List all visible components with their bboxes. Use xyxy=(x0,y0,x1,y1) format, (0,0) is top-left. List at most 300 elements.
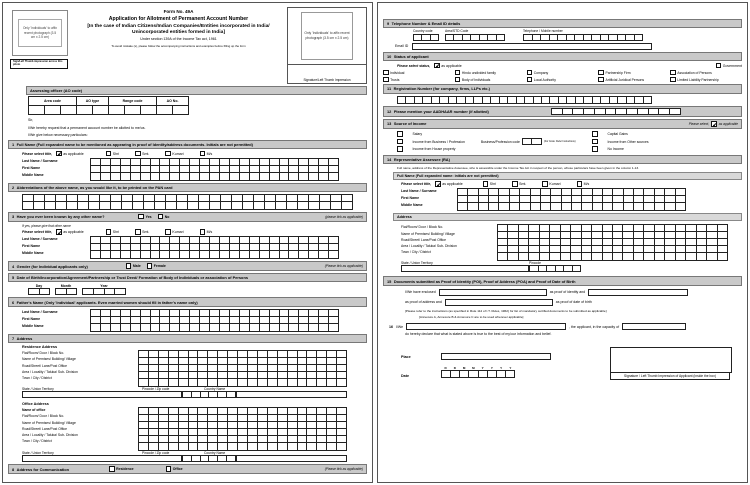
ra-name-row-label: Middle Name xyxy=(401,203,423,208)
ao-input-cell[interactable] xyxy=(61,106,77,115)
status-option-individual[interactable] xyxy=(383,70,455,76)
checkbox-icon[interactable] xyxy=(527,70,533,76)
grid-row-address[interactable] xyxy=(139,422,346,429)
proof-of-identity-input[interactable] xyxy=(439,289,547,296)
section-1-bar xyxy=(8,140,367,149)
email-row xyxy=(383,43,742,50)
checkbox-icon[interactable] xyxy=(106,151,112,157)
state-input[interactable] xyxy=(22,455,182,462)
checkbox-icon[interactable] xyxy=(126,263,132,269)
proof-of-address-row xyxy=(405,299,742,306)
dob-year-group xyxy=(82,284,126,296)
grid-row-address[interactable] xyxy=(498,246,727,253)
section-3-label: Have you ever been known by any other name? xyxy=(16,214,105,220)
option-label: Partnership Firm xyxy=(605,70,631,75)
checkbox-icon[interactable] xyxy=(165,151,171,157)
checkbox-icon[interactable] xyxy=(200,151,206,157)
grid-row-address[interactable] xyxy=(139,379,346,386)
title-option-label: M/s xyxy=(206,229,213,234)
address-row-label: Road/Street/ Lane/Post Office xyxy=(22,363,67,368)
title-option-kumari[interactable] xyxy=(165,229,183,235)
income-prompt: Please select, xyxy=(688,121,710,126)
checkbox-icon[interactable] xyxy=(383,70,389,76)
salutation-line-1: I/We hereby request that a permanent account number be allotted to me/us. xyxy=(28,125,146,130)
section-9-number: 9 xyxy=(387,21,390,27)
declaration-capacity-label: , the applicant, in the capacity of xyxy=(569,324,620,329)
income-option-other-sources[interactable] xyxy=(592,138,742,146)
grid-row-first-name[interactable] xyxy=(91,317,338,324)
checkbox-icon[interactable] xyxy=(165,229,171,235)
section-6-number: 6 xyxy=(12,299,15,305)
grid-row-address[interactable] xyxy=(139,436,346,443)
option-label: No Income xyxy=(607,147,624,152)
grid-row-address[interactable] xyxy=(139,415,346,422)
form-number: Form No. 49A xyxy=(163,9,194,14)
grid-row-first-name[interactable] xyxy=(91,166,338,173)
status-option-trusts[interactable] xyxy=(383,77,455,83)
gender-male[interactable] xyxy=(126,263,141,269)
section-8-label: Address for Communication xyxy=(16,466,69,472)
address-row-label: Town / City / District xyxy=(22,375,52,380)
checkbox-icon[interactable] xyxy=(598,77,604,83)
country-code-group xyxy=(413,29,439,41)
grid-row-abbreviation[interactable] xyxy=(23,195,352,202)
dob-day-input[interactable] xyxy=(28,288,50,295)
address-row-label: Flat/Room/ Door / Block No. xyxy=(22,414,65,419)
section-4-number: 4 xyxy=(12,263,15,269)
ao-col-ao-no: AO No. xyxy=(157,97,189,106)
title-option-label: Kumari xyxy=(549,182,561,187)
ra-address-grid[interactable] xyxy=(483,224,742,261)
email-input[interactable] xyxy=(412,43,652,50)
title-selector-section-14 xyxy=(401,181,742,187)
ra-address-bar xyxy=(393,213,742,221)
title-option-shri[interactable] xyxy=(106,151,119,157)
status-option-association-of-persons[interactable] xyxy=(670,70,742,76)
photo-placeholder-right xyxy=(287,7,367,65)
section-2-label: Abbreviations of the above name, as you would like it, to be printed on the PAN card xyxy=(16,185,173,191)
title-option-ms[interactable] xyxy=(200,151,213,157)
poa-prefix-label: as proof of address and xyxy=(405,300,442,305)
status-option-huf[interactable] xyxy=(455,70,527,76)
title-option-as-applicable[interactable] xyxy=(56,229,84,235)
option-label: Residence xyxy=(116,467,134,472)
section-15-bar xyxy=(383,276,742,285)
office-address-grid[interactable] xyxy=(104,407,367,451)
pincode-input[interactable] xyxy=(182,455,236,462)
state-label: State / Union Territory xyxy=(22,387,54,392)
section-13-number: 13 xyxy=(387,121,392,127)
checkbox-icon[interactable] xyxy=(56,229,62,235)
checkbox-icon[interactable] xyxy=(166,466,172,472)
option-label: Body of Individuals xyxy=(461,77,491,82)
section-5-bar xyxy=(8,273,367,282)
checkbox-icon[interactable] xyxy=(483,181,489,187)
telephone-group xyxy=(523,29,643,41)
option-label: No xyxy=(164,214,170,219)
title-option-smt[interactable] xyxy=(135,229,149,235)
ao-input-cell[interactable] xyxy=(45,106,61,115)
form-page-1 xyxy=(2,2,373,483)
checkbox-icon[interactable] xyxy=(106,229,112,235)
other-name-yes[interactable] xyxy=(138,214,151,220)
poi-prefix-label: I/We have enclosed xyxy=(405,290,436,295)
title-option-label: M/s xyxy=(583,182,590,187)
form-title-block xyxy=(70,7,287,48)
option-label: Government xyxy=(722,63,742,68)
grid-row-middle-name[interactable] xyxy=(91,173,338,180)
proof-of-identity-second-input[interactable] xyxy=(588,289,688,296)
ao-col-ao-type: AO type xyxy=(77,97,109,106)
proof-of-address-input[interactable] xyxy=(445,299,553,306)
status-option-partnership-firm[interactable] xyxy=(598,70,670,76)
grid-row-middle-name[interactable] xyxy=(91,324,338,331)
telephone-input[interactable] xyxy=(523,34,643,41)
section-13-select-hint xyxy=(689,121,738,127)
ao-input-cell[interactable] xyxy=(93,106,109,115)
section-16-declaration-row xyxy=(383,323,742,330)
checkbox-icon[interactable] xyxy=(397,139,403,145)
dob-year-input[interactable] xyxy=(82,288,126,295)
ao-input-cell[interactable] xyxy=(125,106,141,115)
residence-address-heading: Residence Address xyxy=(22,345,58,350)
right-photo-column xyxy=(287,7,367,84)
address-row-label: Road/Street/ Lane/Post Office xyxy=(401,237,446,242)
checkbox-icon[interactable] xyxy=(434,63,440,69)
checkbox-icon[interactable] xyxy=(56,151,62,157)
pincode-input[interactable] xyxy=(529,265,581,272)
place-label: Place xyxy=(401,354,411,359)
state-input[interactable] xyxy=(22,391,182,398)
assessing-officer-table-wrap xyxy=(8,96,367,115)
country-input[interactable] xyxy=(236,391,347,398)
title-option-ms[interactable] xyxy=(577,181,590,187)
status-option-artificial-juridical-persons[interactable] xyxy=(598,77,670,83)
checkbox-icon[interactable] xyxy=(527,77,533,83)
business-code-input[interactable] xyxy=(522,138,542,145)
address-row-label: Town / City / District xyxy=(22,439,52,444)
title-option-label: Kumari xyxy=(172,229,184,234)
checkbox-icon[interactable] xyxy=(200,229,206,235)
title-option-label: Shri xyxy=(112,151,120,156)
section-3-hint: (please tick as applicable) xyxy=(325,214,363,219)
other-name-grid[interactable] xyxy=(90,236,339,259)
address-row-label: Area / Locality / Taluka/ Sub- Division xyxy=(22,432,78,437)
section-6-label: Father's Name (Only 'Individual' applicants. Even married women should fill in father's name only) xyxy=(16,299,198,305)
poa-suffix-label: as proof of date of birth xyxy=(555,300,592,305)
section-15-note-1: [Please refer to the instructions (as specified in Rule 114 of I.T. Rules, 1962) for list of mandatory certified documents to be submitted as applicable] xyxy=(405,308,607,313)
father-name-row-label: First Name xyxy=(22,316,41,321)
section-11-number: 11 xyxy=(387,86,392,92)
section-7-number: 7 xyxy=(12,336,15,341)
title-option-label: Smt. xyxy=(519,182,527,187)
declarant-name-input[interactable] xyxy=(406,323,566,330)
page-title: Application for Allotment of Permanent Account Number xyxy=(108,16,249,22)
option-label: Artificial Juridical Persons xyxy=(605,77,645,82)
checkbox-icon[interactable] xyxy=(383,77,389,83)
checkbox-icon[interactable] xyxy=(542,181,548,187)
date-char: Y xyxy=(490,366,493,371)
place-row xyxy=(383,353,610,360)
date-char: Y xyxy=(509,366,512,371)
income-option-no-income[interactable] xyxy=(592,145,742,153)
title-option-label: as applicable xyxy=(63,151,84,156)
section-1-label: Full Name (Full expanded name to be mentioned as appearing in proof of Identity/address documents. Initials are not permitted) xyxy=(16,142,253,148)
checkbox-icon[interactable] xyxy=(435,181,441,187)
checkbox-icon[interactable] xyxy=(711,121,717,127)
grid-row-first-name[interactable] xyxy=(91,244,338,251)
grid-row-address[interactable] xyxy=(139,372,346,379)
section-3-number: 3 xyxy=(12,214,15,220)
title-option-label: Smt. xyxy=(142,229,150,234)
title-option-smt[interactable] xyxy=(512,181,526,187)
pincode-input[interactable] xyxy=(182,391,236,398)
grid-row-address[interactable] xyxy=(498,239,727,246)
checkbox-icon[interactable] xyxy=(135,229,141,235)
registration-number-input[interactable] xyxy=(397,96,652,104)
grid-row-address[interactable] xyxy=(498,225,727,232)
photo-instruction-left: Only 'Individuals' to affix recent photograph (3.5 cm x 2.5 cm) xyxy=(18,19,62,47)
title-option-smt[interactable] xyxy=(135,151,149,157)
ao-input-cell[interactable] xyxy=(29,106,45,115)
checkbox-icon[interactable] xyxy=(147,263,153,269)
status-options-row-2 xyxy=(383,77,742,83)
checkbox-icon[interactable] xyxy=(598,70,604,76)
title-option-shri[interactable] xyxy=(106,229,119,235)
ao-input-cell[interactable] xyxy=(77,106,93,115)
ao-input-cell[interactable] xyxy=(173,106,189,115)
assessing-officer-label: Assessing officer (AO code) xyxy=(30,88,83,94)
dob-month-label: Month xyxy=(60,283,72,288)
option-label: Income from Business / Profession xyxy=(412,139,465,144)
date-input[interactable] xyxy=(441,370,515,378)
state-input[interactable] xyxy=(401,265,529,272)
status-option-company[interactable] xyxy=(527,70,599,76)
option-label: as applicable xyxy=(441,63,462,68)
checkbox-icon[interactable] xyxy=(512,181,518,187)
comm-address-residence[interactable] xyxy=(109,466,134,472)
applicant-signature-caption: Signature / Left Thumb Impression of Applicant (inside the box) xyxy=(610,373,730,380)
status-option-llp[interactable] xyxy=(670,77,742,83)
status-option-government[interactable] xyxy=(716,63,742,69)
ao-input-cell[interactable] xyxy=(109,106,125,115)
option-label: Yes xyxy=(145,214,152,219)
option-label: Male xyxy=(132,264,141,269)
applicant-signature-box[interactable] xyxy=(610,347,732,373)
name-row-label: Middle Name xyxy=(22,251,44,256)
checkbox-icon[interactable] xyxy=(397,131,403,137)
abbreviation-grid[interactable] xyxy=(22,194,353,210)
date-label: Date xyxy=(401,374,409,379)
section-15-number: 15 xyxy=(387,278,392,284)
section-13-label: Source of Income xyxy=(393,121,427,127)
grid-row-middle-name[interactable] xyxy=(458,203,685,210)
income-option-capital-gains[interactable] xyxy=(592,130,742,138)
status-prompt: Please select status, xyxy=(397,63,431,68)
section-14-number: 14 xyxy=(387,157,392,163)
name-row-label: Middle Name xyxy=(22,172,44,177)
checkbox-icon[interactable] xyxy=(592,131,598,137)
full-name-grid[interactable] xyxy=(90,158,339,181)
address-row-label: Area / Locality / Taluka/ Sub- Division xyxy=(401,243,457,248)
date-char: Y xyxy=(481,366,484,371)
business-code-hint: (For Code: Refer Instructions) xyxy=(543,140,576,144)
ra-name-grid[interactable] xyxy=(457,188,686,211)
salutation-line-2: I/We give below necessary particulars: xyxy=(28,133,88,138)
grid-row-address[interactable] xyxy=(498,253,727,260)
section-9-bar xyxy=(383,19,742,28)
grid-row-address[interactable] xyxy=(139,358,346,365)
pincode-label: Pincode xyxy=(529,261,541,266)
address-row-label: Road/Street/ Lane/Post Office xyxy=(22,426,67,431)
ra-full-name-bar xyxy=(393,172,742,180)
grid-row-last-name[interactable] xyxy=(91,159,338,166)
title-option-ms[interactable] xyxy=(200,229,213,235)
fathers-name-grid[interactable] xyxy=(90,309,339,332)
title-option-label: Shri xyxy=(112,229,120,234)
checkbox-icon[interactable] xyxy=(592,139,598,145)
place-input[interactable] xyxy=(441,353,551,360)
checkbox-icon[interactable] xyxy=(138,214,144,220)
checkbox-icon[interactable] xyxy=(397,146,403,152)
grid-row-address[interactable] xyxy=(139,351,346,358)
title-option-as-applicable[interactable] xyxy=(435,181,463,187)
section-3-if-yes: If yes, please give that other name xyxy=(22,223,71,228)
dob-day-group xyxy=(28,284,50,296)
date-row xyxy=(383,366,610,378)
name-row-label: Last Name / Surname xyxy=(22,237,58,242)
section-4-label: Gender (for Individual applicants only) xyxy=(16,263,88,269)
title-option-as-applicable[interactable] xyxy=(56,151,84,157)
section-12-label: Please mention your AADHAAR number (if allotted) xyxy=(393,108,489,114)
checkbox-icon[interactable] xyxy=(592,146,598,152)
income-option-business-profession[interactable] xyxy=(397,138,592,146)
address-row-label: Flat/Room/ Door / Block No. xyxy=(22,351,65,356)
title-selector-section-1 xyxy=(22,151,367,157)
declarant-capacity-input[interactable] xyxy=(622,323,686,330)
section-10-bar xyxy=(383,52,742,61)
checkbox-icon[interactable] xyxy=(158,214,164,220)
proof-of-identity-row xyxy=(405,289,742,296)
checkbox-icon[interactable] xyxy=(455,77,461,83)
dob-month-input[interactable] xyxy=(55,288,77,295)
grid-row-address[interactable] xyxy=(139,429,346,436)
ao-input-cell[interactable] xyxy=(157,106,173,115)
country-input[interactable] xyxy=(236,455,347,462)
section-4-hint: (Please tick as applicable) xyxy=(324,264,363,269)
pincode-label: Pincode / Zip code xyxy=(142,451,170,456)
father-name-row-label: Middle Name xyxy=(22,323,44,328)
title-option-label: as applicable xyxy=(63,229,84,234)
section-12-bar xyxy=(383,106,742,117)
aadhaar-number-input[interactable] xyxy=(551,108,681,115)
grid-row-address[interactable] xyxy=(139,365,346,372)
residence-address-grid[interactable] xyxy=(104,350,367,387)
section-8-hint: (Please tick as applicable) xyxy=(324,467,363,472)
grid-row-last-name[interactable] xyxy=(458,189,685,196)
option-label: Capital Gains xyxy=(607,132,628,137)
option-label: Limited Liability Partnership xyxy=(677,77,719,82)
checkbox-icon[interactable] xyxy=(135,151,141,157)
date-char: M xyxy=(472,366,475,371)
income-option-salary[interactable] xyxy=(397,130,592,138)
status-option-local-authority[interactable] xyxy=(527,77,599,83)
address-row-label: Name of Premises/ Building/ Village xyxy=(22,357,76,362)
date-char: D xyxy=(453,366,456,371)
grid-row-address[interactable] xyxy=(139,408,346,415)
gender-female[interactable] xyxy=(147,263,166,269)
address-label-column xyxy=(22,350,104,387)
status-option-body-of-individuals[interactable] xyxy=(455,77,527,83)
address-label-column xyxy=(401,224,483,261)
grid-row-last-name[interactable] xyxy=(91,310,338,317)
section-7-bar xyxy=(8,334,367,343)
section-9-label: Telephone Number & Email ID details xyxy=(391,21,461,27)
ao-col-area-code: Area code xyxy=(29,97,77,106)
grid-row-middle-name[interactable] xyxy=(91,251,338,258)
section-10-number: 10 xyxy=(387,54,392,60)
section-14-bar xyxy=(383,155,742,164)
checkbox-icon[interactable] xyxy=(670,70,676,76)
checkbox-icon[interactable] xyxy=(716,63,722,69)
ra-address-block xyxy=(401,224,742,261)
status-as-applicable[interactable] xyxy=(434,63,462,69)
country-code-input[interactable] xyxy=(413,34,439,41)
grid-row-first-name[interactable] xyxy=(458,196,685,203)
salutation-sir: Sir, xyxy=(28,118,34,123)
checkbox-icon[interactable] xyxy=(670,77,676,83)
grid-row-address[interactable] xyxy=(498,232,727,239)
name-row-label: Last Name / Surname xyxy=(22,158,58,163)
office-address-heading: Office Address xyxy=(22,402,49,407)
pincode-label: Pincode / Zip code xyxy=(142,387,170,392)
section-15-label: Documents submitted as Proof of Identity (POI), Proof of Address (POA) and Proof of Date of Birth xyxy=(393,278,576,284)
title-prompt: Please select title, xyxy=(401,182,432,187)
section-5-number: 5 xyxy=(12,275,15,281)
state-label: State / Union Territory xyxy=(22,451,54,456)
ra-name-row-label: First Name xyxy=(401,196,420,201)
section-8-number: 8 xyxy=(12,466,15,472)
comm-address-office[interactable] xyxy=(166,466,183,472)
section-7-label: Address xyxy=(16,336,33,341)
grid-row-last-name[interactable] xyxy=(91,237,338,244)
checkbox-icon[interactable] xyxy=(109,466,115,472)
source-of-income-options xyxy=(383,130,742,153)
aadhaar-input-wrap xyxy=(551,108,681,115)
poi-suffix-label: as proof of identity and xyxy=(549,290,586,295)
ao-input-cell[interactable] xyxy=(141,106,157,115)
checkbox-icon[interactable] xyxy=(577,181,583,187)
telephone-fields xyxy=(383,29,742,41)
title-option-shri[interactable] xyxy=(483,181,496,187)
title-option-label: Smt. xyxy=(142,151,150,156)
other-name-no[interactable] xyxy=(158,214,170,220)
grid-row-address[interactable] xyxy=(139,443,346,450)
area-code-label: Area/STD Code xyxy=(445,29,469,34)
area-code-input[interactable] xyxy=(445,34,505,41)
title-prompt: Please select title, xyxy=(22,229,53,234)
title-option-kumari[interactable] xyxy=(542,181,560,187)
checkbox-icon[interactable] xyxy=(455,70,461,76)
address-row-label: Town / City / District xyxy=(401,250,431,255)
section-11-bar xyxy=(383,84,742,93)
grid-row-abbreviation[interactable] xyxy=(23,202,352,209)
income-option-house-property[interactable] xyxy=(397,145,592,153)
office-name-label: Name of office xyxy=(22,408,46,413)
office-address-block xyxy=(22,407,367,451)
title-option-kumari[interactable] xyxy=(165,151,183,157)
section-5-label: Date of Birth/Incorporation/Agreement/Partnership or Trust Deed/ Formation of Body of Individuals or association of Persons xyxy=(16,275,248,281)
